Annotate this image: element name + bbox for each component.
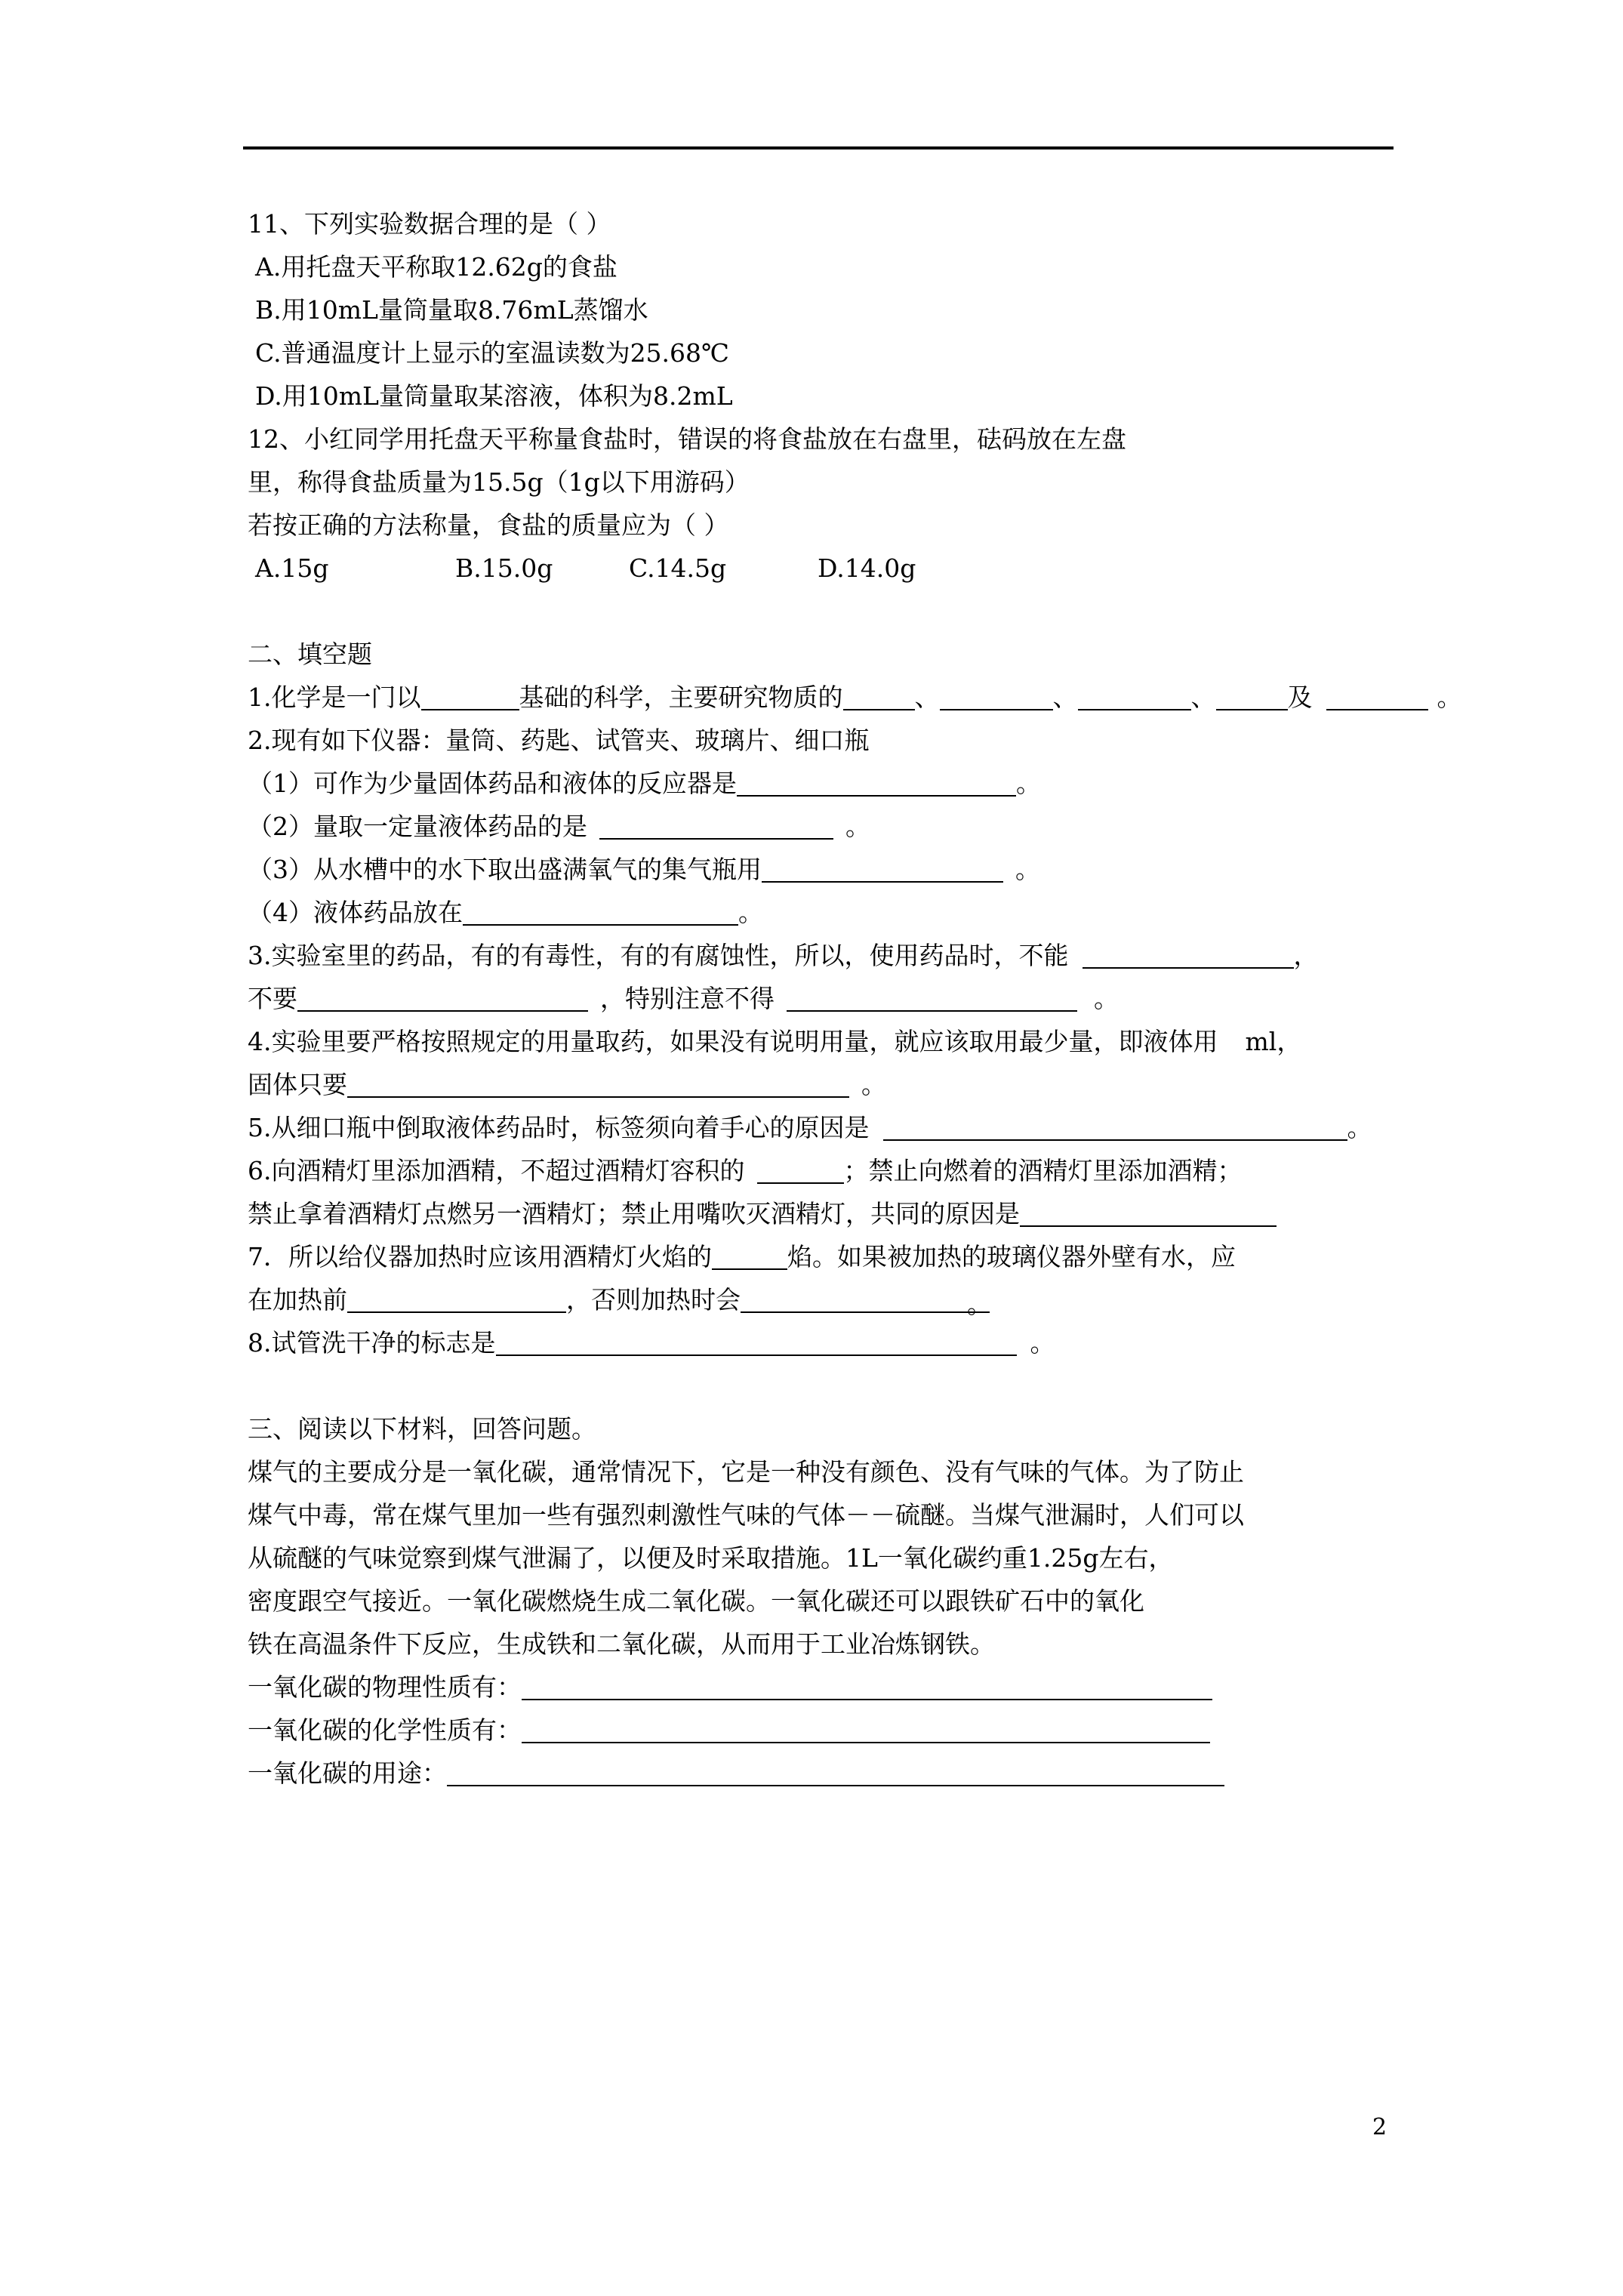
uses-blank[interactable] xyxy=(447,1756,1224,1786)
fill-5-blank[interactable] xyxy=(883,1111,1347,1141)
q11-option-a: A.用托盘天平称取12.62g的食盐 xyxy=(255,252,617,282)
fill-2-4-blank[interactable] xyxy=(463,895,738,926)
fill-2-3-blank[interactable] xyxy=(762,852,1003,883)
fill-1-blank-4[interactable] xyxy=(1078,680,1191,710)
q12-options xyxy=(248,547,1606,590)
physical-properties-blank[interactable] xyxy=(522,1670,1212,1700)
fill-2-4: （4）液体药品放在 。 xyxy=(248,891,1606,934)
fill-2-stem: 2.现有如下仪器：量筒、药匙、试管夹、玻璃片、细口瓶 xyxy=(248,726,870,755)
fill-3-blank-3[interactable] xyxy=(787,982,1077,1012)
fill-1-blank-2[interactable] xyxy=(843,680,915,710)
q12-option-b: B.15.0g xyxy=(455,553,553,583)
q12-line-3: 若按正确的方法称量，食盐的质量应为（ ） xyxy=(248,510,729,540)
page-number: 2 xyxy=(1372,2114,1387,2140)
header-rule xyxy=(243,146,1394,149)
q12-option-a: A.15g xyxy=(255,553,329,583)
q12-line-2: 里，称得食盐质量为15.5g（1g以下用游码） xyxy=(248,467,750,497)
section-3-title: 三、阅读以下材料，回答问题。 xyxy=(248,1414,596,1444)
q11-stem: 11、下列实验数据合理的是（ ） xyxy=(248,209,611,239)
fill-3-line-1: 3.实验室里的药品，有的有毒性，有的有腐蚀性，所以，使用药品时，不能 ， xyxy=(248,934,1606,977)
fill-1-blank-1[interactable] xyxy=(421,680,519,710)
fill-7-line-2: 在加热前 ，否则加热时会 。 xyxy=(248,1278,1606,1321)
q11-option-c: C.普通温度计上显示的室温读数为25.68℃ xyxy=(255,338,729,368)
passage-line-2: 煤气中毒，常在煤气里加一些有强烈刺激性气味的气体－－硫醚。当煤气泄漏时，人们可以 xyxy=(248,1500,1244,1530)
q12-line-1: 12、小红同学用托盘天平称量食盐时，错误的将食盐放在右盘里，砝码放在左盘 xyxy=(248,424,1126,454)
fill-7-blank-2[interactable] xyxy=(347,1283,566,1313)
fill-2-2-blank[interactable] xyxy=(599,809,833,840)
fill-7-blank-3[interactable]: 。 xyxy=(741,1283,990,1313)
fill-3-blank-1[interactable] xyxy=(1083,938,1294,969)
passage-line-4: 密度跟空气接近。一氧化碳燃烧生成二氧化碳。一氧化碳还可以跟铁矿石中的氧化 xyxy=(248,1586,1144,1616)
fill-1: 1.化学是一门以 基础的科学，主要研究物质的 、 、 、 及 。 xyxy=(248,676,1606,719)
q12-option-c: C.14.5g xyxy=(629,553,727,583)
q11-option-b: B.用10mL量筒量取8.76mL蒸馏水 xyxy=(255,295,648,325)
fill-3-line-2: 不要 ，特别注意不得 。 xyxy=(248,977,1606,1020)
passage-line-5: 铁在高温条件下反应，生成铁和二氧化碳，从而用于工业冶炼钢铁。 xyxy=(248,1629,995,1659)
q12-option-d: D.14.0g xyxy=(818,553,916,583)
chemical-properties-blank[interactable] xyxy=(522,1713,1210,1743)
worksheet-body xyxy=(248,202,1606,1795)
fill-2-1-blank[interactable] xyxy=(737,766,1016,797)
fill-7-blank-1[interactable] xyxy=(712,1240,787,1270)
fill-4-line-1: 4.实验里要严格按照规定的用量取药，如果没有说明用量，就应该取用最少量，即液体用 ml， xyxy=(248,1027,1302,1056)
fill-2-1: （1）可作为少量固体药品和液体的反应器是 。 xyxy=(248,762,1606,805)
fill-8: 8.试管洗干净的标志是 。 xyxy=(248,1321,1606,1364)
q-chemical-properties: 一氧化碳的化学性质有： xyxy=(248,1709,1606,1752)
fill-1-blank-6[interactable] xyxy=(1326,680,1428,710)
fill-8-blank[interactable] xyxy=(496,1326,1017,1356)
q11-option-d: D.用10mL量筒量取某溶液，体积为8.2mL xyxy=(255,381,733,411)
fill-6-blank-2[interactable] xyxy=(1020,1197,1277,1227)
q-uses: 一氧化碳的用途： xyxy=(248,1752,1606,1795)
fill-6-line-2: 禁止拿着酒精灯点燃另一酒精灯；禁止用嘴吹灭酒精灯，共同的原因是 xyxy=(248,1192,1606,1235)
fill-5: 5.从细口瓶中倒取液体药品时，标签须向着手心的原因是 。 xyxy=(248,1106,1606,1149)
fill-7-line-1: 7．所以给仪器加热时应该用酒精灯火焰的 焰。如果被加热的玻璃仪器外壁有水，应 xyxy=(248,1235,1606,1278)
fill-6-blank-1[interactable] xyxy=(757,1154,844,1184)
section-2-title: 二、填空题 xyxy=(248,639,372,669)
passage-line-1: 煤气的主要成分是一氧化碳，通常情况下，它是一种没有颜色、没有气味的气体。为了防止 xyxy=(248,1457,1244,1487)
passage-line-3: 从硫醚的气味觉察到煤气泄漏了，以便及时采取措施。1L一氧化碳约重1.25g左右， xyxy=(248,1543,1174,1573)
fill-6-line-1: 6.向酒精灯里添加酒精，不超过酒精灯容积的 ；禁止向燃着的酒精灯里添加酒精； xyxy=(248,1149,1606,1192)
fill-2-3: （3）从水槽中的水下取出盛满氧气的集气瓶用 。 xyxy=(248,848,1606,891)
fill-2-2: （2）量取一定量液体药品的是 。 xyxy=(248,805,1606,848)
fill-3-blank-2[interactable] xyxy=(297,982,588,1012)
fill-1-blank-5[interactable] xyxy=(1216,680,1288,710)
fill-4-blank[interactable] xyxy=(347,1068,849,1098)
q-physical-properties: 一氧化碳的物理性质有： xyxy=(248,1666,1606,1709)
fill-4-line-2: 固体只要 。 xyxy=(248,1063,1606,1106)
fill-1-blank-3[interactable] xyxy=(940,680,1053,710)
